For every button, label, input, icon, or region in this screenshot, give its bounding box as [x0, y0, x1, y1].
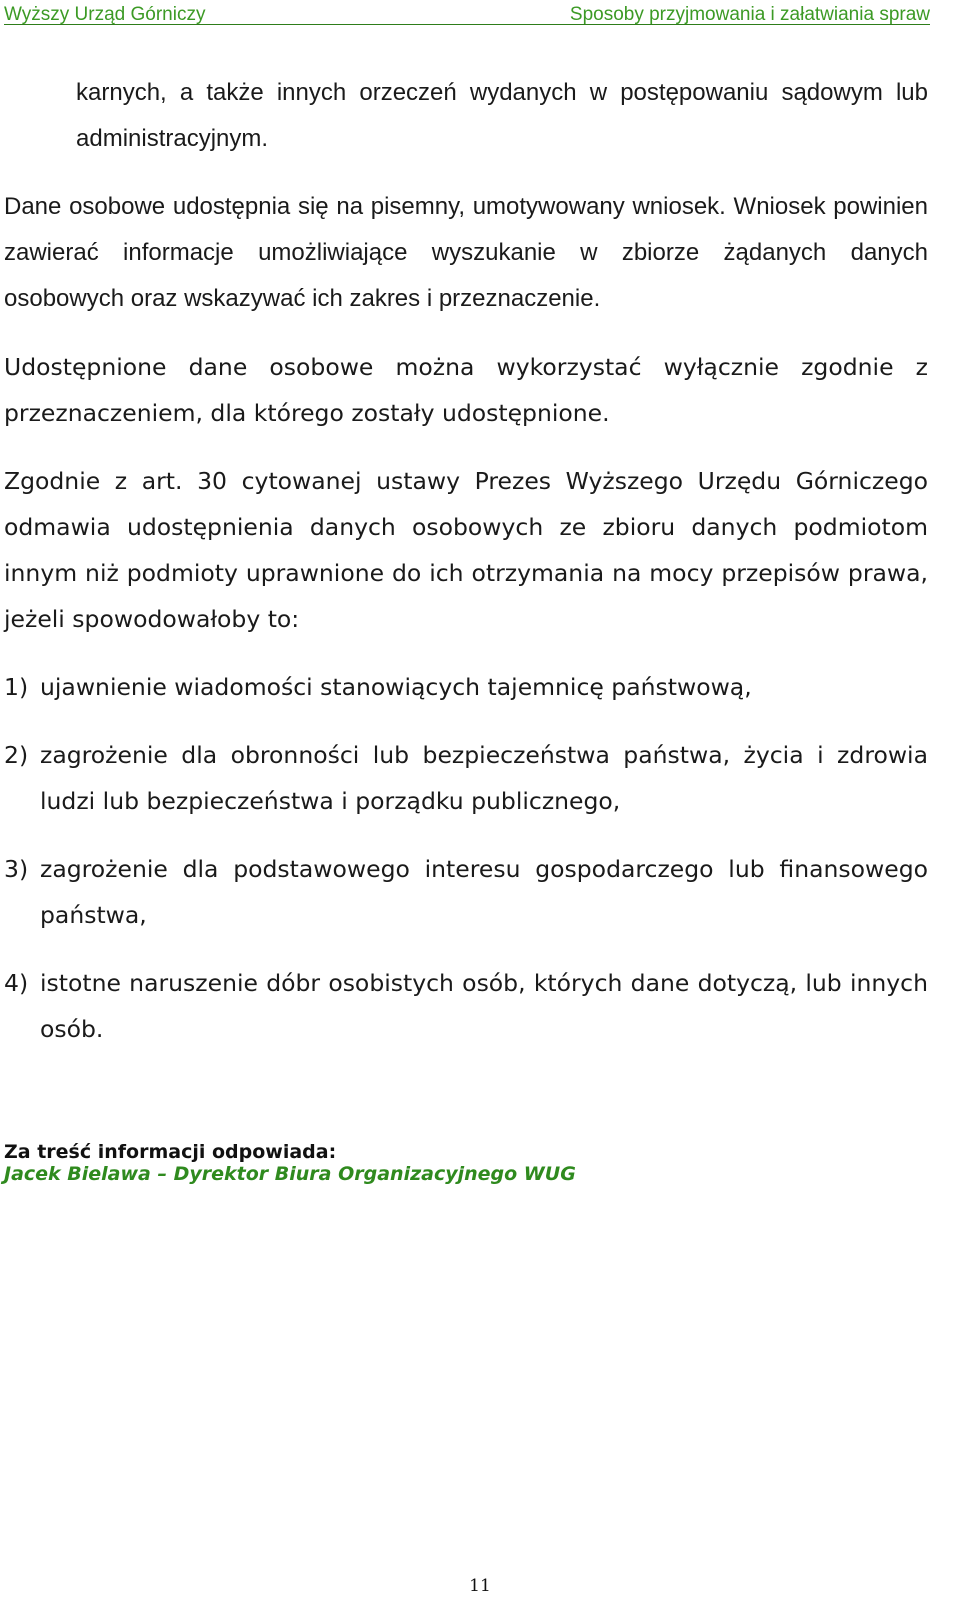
list-item	[4, 846, 928, 938]
list-item	[4, 960, 928, 1052]
list-number: 4)	[4, 969, 29, 997]
list-number: 3)	[4, 855, 29, 883]
document-body	[4, 70, 928, 1074]
list-item	[4, 732, 928, 824]
list-text: ujawnienie wiadomości stanowiących tajemnicę państwową,	[40, 673, 752, 701]
page-header	[4, 2, 930, 25]
paragraph-continuation: karnych, a także innych orzeczeń wydanych w postępowaniu sądowym lub administracyjnym.	[76, 79, 928, 152]
list-number: 1)	[4, 673, 29, 701]
list-item	[4, 664, 928, 710]
responsibility-label: Za treść informacji odpowiada:	[4, 1141, 337, 1163]
responsible-person: Jacek Bielawa – Dyrektor Biura Organizacyjnego WUG	[4, 1163, 576, 1185]
page-number: 11	[469, 1576, 491, 1596]
header-organization: Wyższy Urząd Górniczy	[4, 4, 206, 25]
list-text: zagrożenie dla obronności lub bezpieczeństwa państwa, życia i zdrowia ludzi lub bezpieczeństwa i porządku publicznego,	[40, 741, 928, 815]
paragraph-refusal: Zgodnie z art. 30 cytowanej ustawy Prezes Wyższego Urzędu Górniczego odmawia udostępnienia danych osobowych ze zbioru danych podmiotom innym niż podmioty uprawnione do ich otrzymania na mocy przepisów prawa, jeżeli spowodowałoby to:	[4, 467, 928, 633]
list-text: istotne naruszenie dóbr osobistych osób, których dane dotyczą, lub innych osób.	[40, 969, 928, 1043]
header-section-title: Sposoby przyjmowania i załatwiania spraw	[569, 4, 930, 25]
responsibility-note	[4, 1141, 576, 1185]
paragraph-request: Dane osobowe udostępnia się na pisemny, umotywowany wniosek. Wniosek powinien zawierać informacje umożliwiające wyszukanie w zbiorze żądanych danych osobowych oraz wskazywać ich zakres i przeznaczenie.	[4, 193, 928, 312]
paragraph-usage: Udostępnione dane osobowe można wykorzystać wyłącznie zgodnie z przeznaczeniem, dla którego zostały udostępnione.	[4, 353, 928, 427]
list-text: zagrożenie dla podstawowego interesu gospodarczego lub finansowego państwa,	[40, 855, 928, 929]
list-number: 2)	[4, 741, 29, 769]
